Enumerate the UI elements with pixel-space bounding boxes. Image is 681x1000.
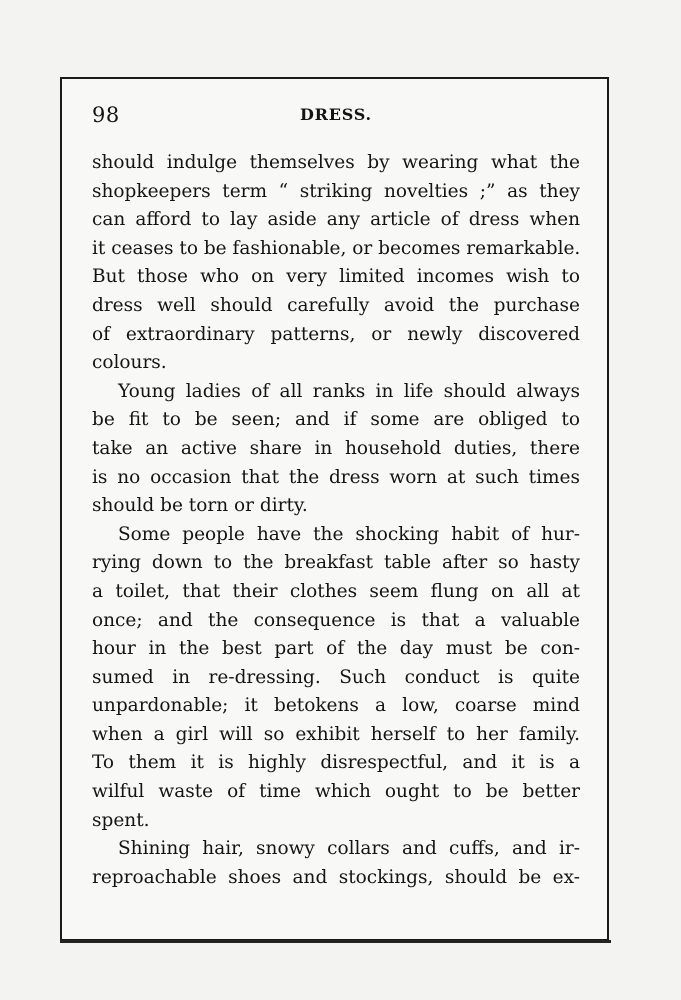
text-line: shopkeepers term “ striking novelties ;” as they [92, 180, 580, 202]
text-line: wilful waste of time which ought to be better [92, 781, 580, 803]
paragraph-first-line: Some people have the shocking habit of hur- [118, 523, 580, 545]
text-line: should be torn or dirty. [92, 495, 308, 517]
text-line: hour in the best part of the day must be con- [92, 638, 580, 660]
text-line: sumed in re-dressing. Such conduct is quite [92, 666, 580, 688]
page-border-shadow [60, 940, 611, 943]
paragraph-first-line: Shining hair, snowy collars and cuffs, and ir- [118, 838, 580, 860]
page-number: 98 [92, 103, 120, 127]
text-line: when a girl will so exhibit herself to her family. [92, 723, 580, 745]
text-line: But those who on very limited incomes wish to [92, 266, 580, 288]
text-line: To them it is highly disrespectful, and it is a [92, 752, 580, 774]
text-line: dress well should carefully avoid the purchase [92, 294, 580, 316]
running-head: DRESS. [300, 105, 372, 124]
text-line: is no occasion that the dress worn at such times [92, 466, 580, 488]
text-line: can afford to lay aside any article of dress when [92, 209, 580, 231]
text-line: it ceases to be fashionable, or becomes remarkable. [92, 237, 581, 259]
page-header [92, 100, 580, 130]
text-line: reproachable shoes and stockings, should be ex- [92, 866, 580, 888]
text-line: rying down to the breakfast table after so hasty [92, 552, 580, 574]
text-line: spent. [92, 809, 150, 831]
text-line: of extraordinary patterns, or newly discovered [92, 323, 580, 345]
text-line: take an active share in household duties, there [92, 437, 580, 459]
text-line: should indulge themselves by wearing what the [92, 152, 580, 173]
text-line: unpardonable; it betokens a low, coarse mind [92, 695, 580, 717]
text-line: once; and the consequence is that a valuable [92, 609, 580, 631]
body-text [92, 149, 580, 892]
text-line: a toilet, that their clothes seem flung on all at [92, 580, 580, 602]
paragraph-first-line: Young ladies of all ranks in life should always [118, 380, 580, 402]
text-line: be fit to be seen; and if some are obliged to [92, 409, 580, 431]
text-line: colours. [92, 352, 167, 374]
